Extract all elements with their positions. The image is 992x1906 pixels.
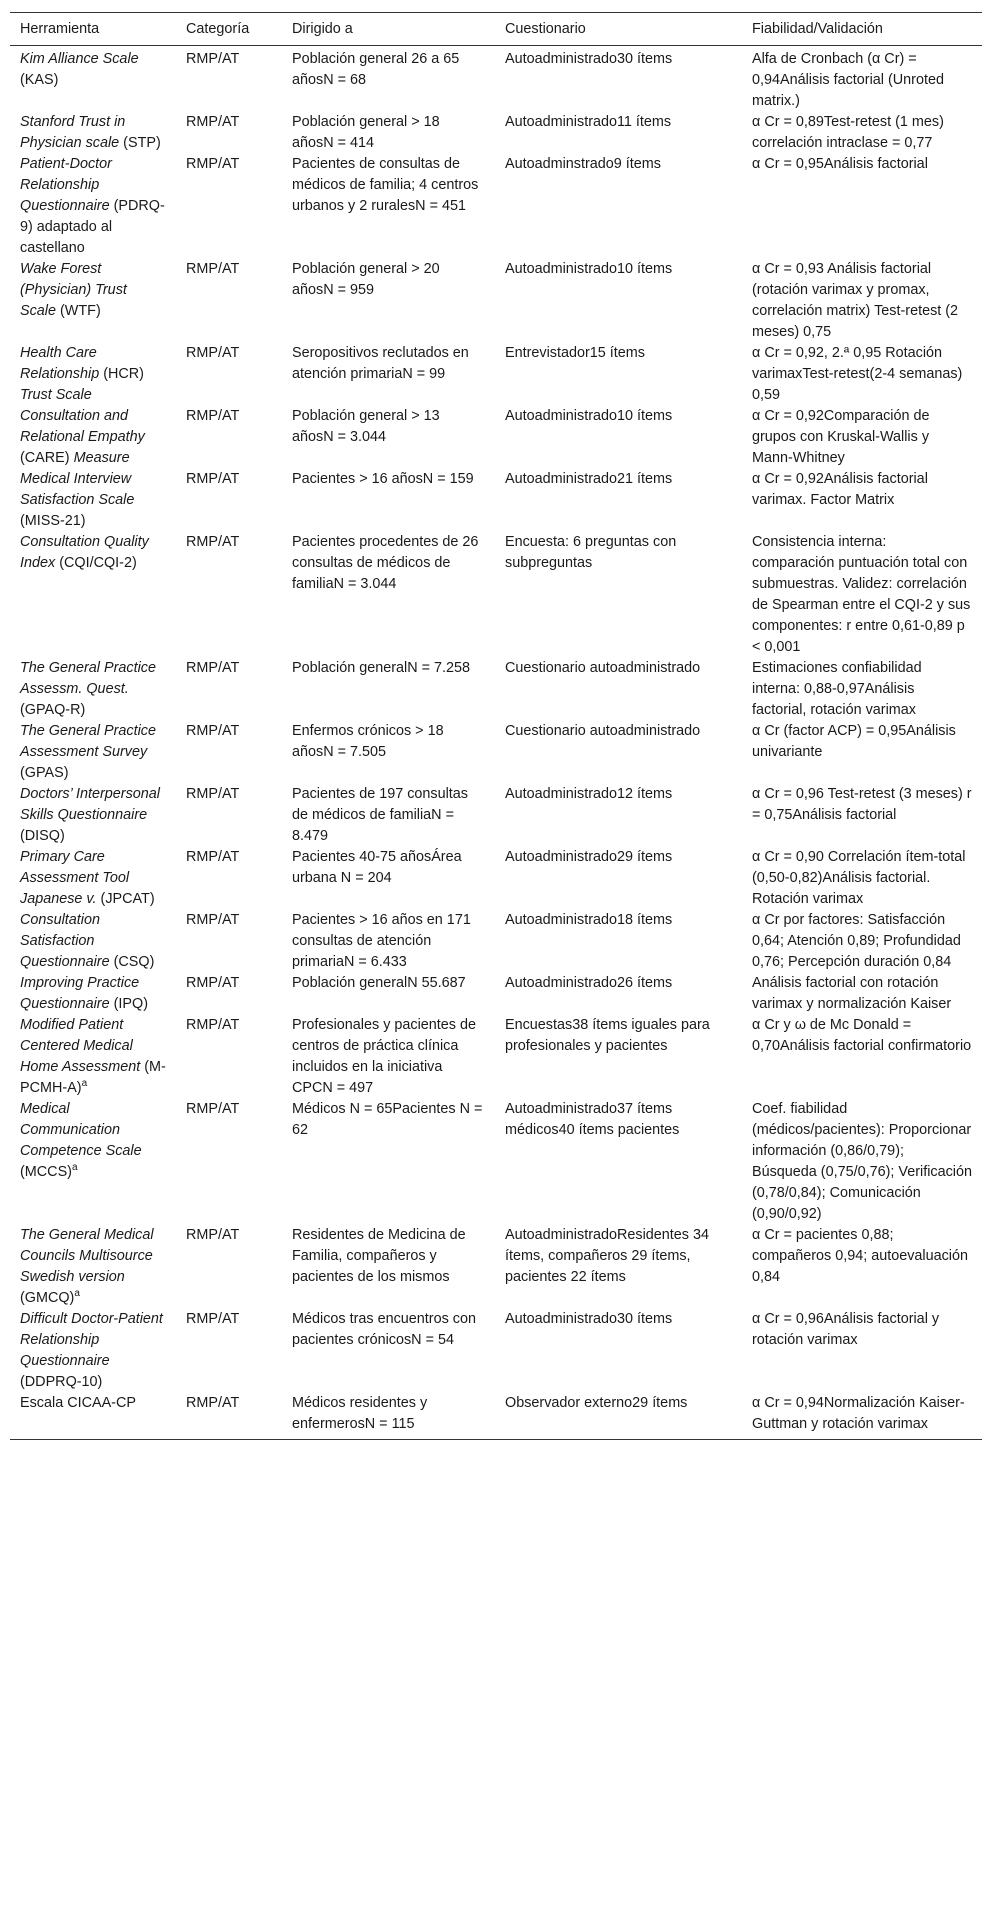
cell-categoria: RMP/AT [186,975,240,991]
table-row [10,658,982,721]
cell-herramienta [10,910,176,973]
tool-name-part: (GMCQ) [20,1290,75,1306]
tool-name-part: (DISQ) [20,828,65,844]
cell-dirigido-a: Población general > 13 añosN = 3.044 [292,408,440,445]
table-row [10,112,982,154]
cell-categoria: RMP/AT [186,1227,240,1243]
cell-cuestionario: Autoadministrado37 ítems médicos40 ítems pacientes [505,1101,680,1138]
tool-name-part: (HCR) [99,366,144,382]
tool-name-part: Consultation Satisfaction Questionnaire [20,912,110,970]
cell-cuestionario: Encuestas38 ítems iguales para profesionales y pacientes [505,1017,710,1054]
cell-categoria: RMP/AT [186,1017,240,1033]
cell-cuestionario: AutoadministradoResidentes 34 ítems, compañeros 29 ítems, pacientes 22 ítems [505,1227,709,1285]
tool-name-part: Improving Practice Questionnaire [20,975,140,1012]
tool-name-part: (CQI/CQI-2) [55,555,137,571]
cell-categoria: RMP/AT [186,1395,240,1411]
cell-cuestionario: Autoadministrado30 ítems [505,51,673,67]
table-row [10,406,982,469]
cell-categoria: RMP/AT [186,408,240,424]
table-row [10,784,982,847]
table-row [10,46,982,113]
cell-dirigido-a: Enfermos crónicos > 18 añosN = 7.505 [292,723,444,760]
cell-fiabilidad: α Cr = 0,93 Análisis factorial (rotación varimax y promax, correlación matrix) Test-retest (2 meses) 0,75 [752,261,959,340]
cell-cuestionario: Encuesta: 6 preguntas con subpreguntas [505,534,677,571]
header-fiabilidad: Fiabilidad/Validación [752,20,883,37]
cell-cuestionario: Autoadministrado10 ítems [505,261,673,277]
cell-herramienta [10,973,176,1015]
cell-herramienta [10,721,176,784]
tool-name-part: Trust Scale [20,387,92,403]
cell-herramienta [10,532,176,658]
cell-herramienta [10,343,176,406]
cell-cuestionario: Cuestionario autoadministrado [505,723,701,739]
cell-categoria: RMP/AT [186,114,240,130]
tool-name-part: Consultation and Relational Empathy [20,408,145,445]
tool-name-part: (KAS) [20,72,59,88]
table-row [10,847,982,910]
cell-dirigido-a: Pacientes procedentes de 26 consultas de médicos de familiaN = 3.044 [292,534,479,592]
table-row [10,1015,982,1099]
table-row [10,343,982,406]
header-categoria: Categoría [186,20,250,37]
cell-fiabilidad: α Cr = 0,92Comparación de grupos con Kruskal-Wallis y Mann-Whitney [752,408,930,466]
table-row [10,973,982,1015]
cell-fiabilidad: Alfa de Cronbach (α Cr) = 0,94Análisis factorial (Unroted matrix.) [752,51,944,109]
cell-categoria: RMP/AT [186,51,240,67]
header-herramienta: Herramienta [20,20,100,37]
header-dirigido-a: Dirigido a [292,20,353,37]
tool-name-part: (JPCAT) [96,891,155,907]
tool-name-part: Kim Alliance Scale [20,51,139,67]
cell-herramienta [10,154,176,259]
cell-cuestionario: Autoadministrado18 ítems [505,912,673,928]
cell-fiabilidad: α Cr = 0,96Análisis factorial y rotación varimax [752,1311,940,1348]
cell-fiabilidad: α Cr = 0,89Test-retest (1 mes) correlación intraclase = 0,77 [752,114,944,151]
cell-categoria: RMP/AT [186,345,240,361]
table-header [10,13,982,46]
cell-fiabilidad: Análisis factorial con rotación varimax y normalización Kaiser [752,975,952,1012]
cell-categoria: RMP/AT [186,534,240,550]
cell-dirigido-a: Población generalN = 7.258 [292,660,471,676]
cell-fiabilidad: Estimaciones confiabilidad interna: 0,88-0,97Análisis factorial, rotación varimax [752,660,922,718]
cell-dirigido-a: Población general > 18 añosN = 414 [292,114,440,151]
cell-herramienta [10,259,176,343]
tool-name-part: (M-PCMH-A) [20,1059,166,1096]
header-cuestionario: Cuestionario [505,20,586,37]
cell-dirigido-a: Médicos N = 65Pacientes N = 62 [292,1101,483,1138]
header-row [10,13,982,46]
cell-categoria: RMP/AT [186,471,240,487]
table-body [10,46,982,1440]
cell-dirigido-a: Población general 26 a 65 añosN = 68 [292,51,460,88]
cell-fiabilidad: α Cr y ω de Mc Donald = 0,70Análisis factorial confirmatorio [752,1017,972,1054]
cell-fiabilidad: α Cr = 0,92Análisis factorial varimax. Factor Matrix [752,471,928,508]
table-row [10,259,982,343]
cell-fiabilidad: α Cr (factor ACP) = 0,95Análisis univariante [752,723,956,760]
cell-categoria: RMP/AT [186,156,240,172]
cell-fiabilidad: α Cr = pacientes 0,88; compañeros 0,94; autoevaluación 0,84 [752,1227,969,1285]
tool-name-part: Medical Interview Satisfaction Scale [20,471,135,508]
cell-categoria: RMP/AT [186,1311,240,1327]
cell-fiabilidad: α Cr = 0,96 Test-retest (3 meses) r = 0,75Análisis factorial [752,786,972,823]
cell-herramienta [10,784,176,847]
cell-categoria: RMP/AT [186,660,240,676]
cell-fiabilidad: α Cr = 0,90 Correlación ítem-total (0,50-0,82)Análisis factorial. Rotación varimax [752,849,966,907]
cell-cuestionario: Autoadministrado30 ítems [505,1311,673,1327]
tool-name-part: Doctors’ Interpersonal Skills Questionnaire [20,786,160,823]
cell-fiabilidad: Coef. fiabilidad (médicos/pacientes): Proporcionar información (0,86/0,79); Búsqueda (0,75/0,76); Verificación (0,78/0,84); Comunicación (0,90/0,92) [752,1101,972,1222]
cell-herramienta [10,469,176,532]
tool-name-part: Patient-Doctor Relationship Questionnaire [20,156,112,214]
cell-cuestionario: Observador externo29 ítems [505,1395,688,1411]
cell-fiabilidad: Consistencia interna: comparación puntuación total con submuestras. Validez: correlación de Spearman entre el CQI-2 y sus componentes: r entre 0,61-0,89 p < 0,001 [752,534,971,655]
tool-name-part: Modified Patient Centered Medical Home Assessment [20,1017,141,1075]
tool-name-part: Primary Care Assessment Tool Japanese v. [20,849,130,907]
cell-fiabilidad: α Cr = 0,92, 2.ª 0,95 Rotación varimaxTest-retest(2-4 semanas) 0,59 [752,345,963,403]
cell-herramienta [10,112,176,154]
tool-name-part: (PDRQ-9) adaptado al castellano [20,198,165,256]
cell-cuestionario: Autoadministrado10 ítems [505,408,673,424]
cell-categoria: RMP/AT [186,912,240,928]
cell-herramienta [10,1225,176,1309]
cell-cuestionario: Autoadministrado11 ítems [505,114,672,130]
cell-herramienta [10,847,176,910]
cell-fiabilidad: α Cr = 0,95Análisis factorial [752,156,928,172]
cell-dirigido-a: Residentes de Medicina de Familia, compañeros y pacientes de los mismos [292,1227,466,1285]
tool-name-part: (CARE) [20,450,74,466]
tool-name-part: (WTF) [56,303,101,319]
cell-cuestionario: Autoadminstrado9 ítems [505,156,661,172]
tool-name-part: (CSQ) [109,954,155,970]
tool-name-part: (MISS-21) [20,513,86,529]
tool-name-part: The General Medical Councils Multisource Swedish version [20,1227,154,1285]
table-row [10,721,982,784]
tool-name-part: Health Care Relationship [20,345,100,382]
cell-cuestionario: Autoadministrado29 ítems [505,849,673,865]
cell-dirigido-a: Seropositivos reclutados en atención primariaN = 99 [292,345,469,382]
cell-herramienta [10,1309,176,1393]
tool-name-part: (GPAQ-R) [20,702,86,718]
cell-categoria: RMP/AT [186,1101,240,1117]
tool-name-part: Difficult Doctor-Patient Relationship Questionnaire [20,1311,163,1369]
table-row [10,1225,982,1309]
cell-cuestionario: Cuestionario autoadministrado [505,660,701,676]
cell-categoria: RMP/AT [186,261,240,277]
cell-cuestionario: Autoadministrado21 ítems [505,471,673,487]
cell-dirigido-a: Pacientes de 197 consultas de médicos de familiaN = 8.479 [292,786,469,844]
cell-dirigido-a: Pacientes > 16 años en 171 consultas de atención primariaN = 6.433 [292,912,471,970]
tool-name-part: Wake Forest (Physician) Trust Scale [20,261,127,319]
cell-cuestionario: Entrevistador15 ítems [505,345,645,361]
cell-categoria: RMP/AT [186,723,240,739]
tool-name-part: Measure [73,450,130,466]
cell-dirigido-a: Pacientes > 16 añosN = 159 [292,471,474,487]
cell-dirigido-a: Pacientes 40-75 añosÁrea urbana N = 204 [292,849,462,886]
footnote-marker: a [71,1162,78,1174]
tool-name-part: (IPQ) [109,996,148,1012]
cell-herramienta [10,46,176,113]
tool-name-part: (DDPRQ-10) [20,1374,103,1390]
tool-name-part: (GPAS) [20,765,69,781]
tool-name-part: The General Practice Assessment Survey [20,723,156,760]
instruments-table [10,12,982,1440]
tool-name-part: The General Practice Assessm. Quest. [20,660,156,697]
cell-herramienta [10,1015,176,1099]
tool-name-part: Stanford Trust in Physician scale [20,114,126,151]
cell-herramienta [10,1099,176,1225]
table-container [10,12,982,1440]
cell-dirigido-a: Profesionales y pacientes de centros de práctica clínica incluidos en la iniciativa CPCN = 497 [292,1017,476,1096]
tool-name-part: Consultation Quality Index [20,534,149,571]
tool-name-part: (MCCS) [20,1164,72,1180]
table-row [10,154,982,259]
table-row [10,1393,982,1440]
cell-categoria: RMP/AT [186,849,240,865]
table-row [10,1309,982,1393]
cell-fiabilidad: α Cr por factores: Satisfacción 0,64; Atención 0,89; Profundidad 0,76; Percepción duración 0,84 [752,912,961,970]
cell-cuestionario: Autoadministrado12 ítems [505,786,673,802]
cell-categoria: RMP/AT [186,786,240,802]
cell-cuestionario: Autoadministrado26 ítems [505,975,673,991]
tool-name-part: Escala CICAA-CP [20,1395,136,1411]
tool-name-part: (STP) [119,135,161,151]
cell-dirigido-a: Población general > 20 añosN = 959 [292,261,440,298]
tool-name-part: Medical Communication Competence Scale [20,1101,142,1159]
table-row [10,910,982,973]
cell-herramienta [10,658,176,721]
cell-fiabilidad: α Cr = 0,94Normalización Kaiser-Guttman y rotación varimax [752,1395,965,1432]
cell-dirigido-a: Pacientes de consultas de médicos de familia; 4 centros urbanos y 2 ruralesN = 451 [292,156,479,214]
cell-herramienta [10,406,176,469]
footnote-marker: a [81,1078,88,1090]
cell-herramienta [10,1393,176,1440]
cell-dirigido-a: Médicos tras encuentros con pacientes crónicosN = 54 [292,1311,476,1348]
cell-dirigido-a: Médicos residentes y enfermerosN = 115 [292,1395,428,1432]
table-row [10,1099,982,1225]
table-row [10,469,982,532]
footnote-marker: a [74,1288,80,1300]
cell-dirigido-a: Población generalN 55.687 [292,975,466,991]
table-row [10,532,982,658]
